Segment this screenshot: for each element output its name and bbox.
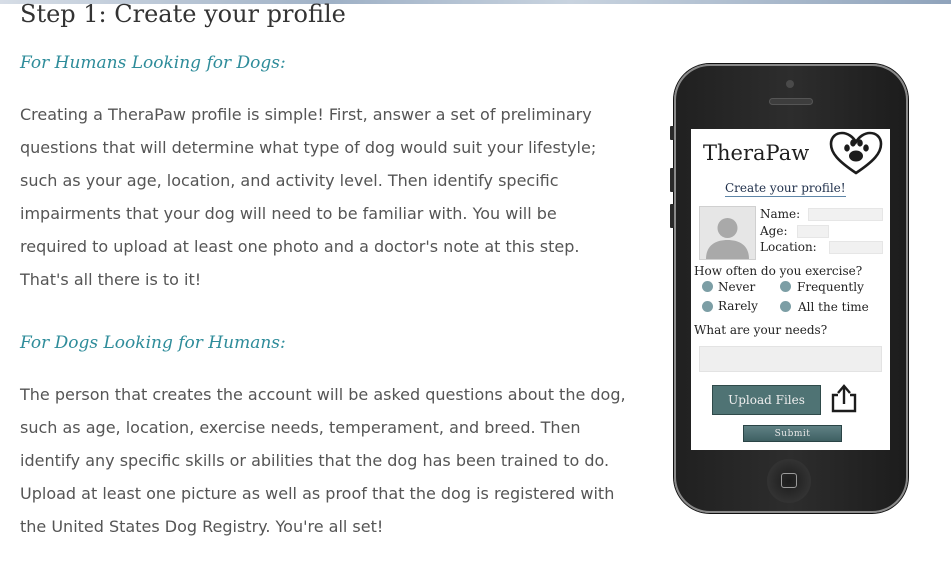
humans-line: such as your age, location, and activity level. Then identify specific [20, 171, 559, 190]
option-never: Never [718, 280, 756, 294]
create-profile-link[interactable]: Create your profile! [725, 181, 846, 195]
upload-files-button[interactable]: Upload Files [712, 385, 821, 415]
radio-rarely[interactable] [702, 301, 713, 312]
heart-paw-icon [828, 131, 884, 177]
needs-field[interactable] [699, 346, 882, 372]
avatar-placeholder-icon [699, 206, 756, 260]
phone-mute-switch [670, 126, 674, 140]
humans-line: questions that will determine what type of dog would suit your lifestyle; [20, 138, 597, 157]
humans-heading: For Humans Looking for Dogs: [20, 53, 286, 73]
phone-mockup [674, 64, 908, 513]
age-label: Age: [760, 224, 788, 238]
option-frequently: Frequently [797, 280, 864, 294]
phone-screen [691, 129, 890, 450]
dogs-line: such as age, location, exercise needs, temperament, and breed. Then [20, 418, 581, 437]
phone-home-button [767, 459, 811, 503]
phone-volume-down [670, 204, 674, 228]
radio-all-the-time[interactable] [780, 301, 791, 312]
humans-paragraph [20, 98, 630, 296]
radio-never[interactable] [702, 281, 713, 292]
dogs-line: the United States Dog Registry. You're all set! [20, 517, 384, 536]
phone-speaker [769, 98, 813, 105]
humans-line: That's all there is to it! [20, 270, 202, 289]
name-field[interactable] [808, 208, 883, 221]
brand-logo: TheraPaw [703, 141, 810, 165]
needs-question: What are your needs? [694, 323, 828, 337]
humans-line: required to upload at least one photo and a doctor's note at this step. [20, 237, 580, 256]
option-rarely: Rarely [718, 299, 758, 313]
name-label: Name: [760, 207, 801, 221]
dogs-line: Upload at least one picture as well as proof that the dog is registered with [20, 484, 615, 503]
phone-volume-up [670, 168, 674, 192]
phone-camera [786, 80, 794, 88]
page-title: Step 1: Create your profile [20, 0, 346, 28]
option-all-the-time: All the time [798, 300, 869, 314]
dogs-heading: For Dogs Looking for Humans: [20, 333, 286, 353]
exercise-question: How often do you exercise? [694, 264, 863, 278]
location-label: Location: [760, 240, 817, 254]
dogs-line: identify any specific skills or abilities that the dog has been trained to do. [20, 451, 610, 470]
location-field[interactable] [829, 241, 883, 254]
share-icon[interactable] [829, 384, 859, 413]
dogs-paragraph [20, 378, 630, 543]
humans-line: impairments that your dog will need to be familiar with. You will be [20, 204, 557, 223]
age-field[interactable] [797, 225, 829, 238]
submit-button[interactable]: Submit [743, 425, 842, 442]
radio-frequently[interactable] [780, 281, 791, 292]
dogs-line: The person that creates the account will be asked questions about the dog, [20, 385, 626, 404]
humans-line: Creating a TheraPaw profile is simple! First, answer a set of preliminary [20, 105, 592, 124]
